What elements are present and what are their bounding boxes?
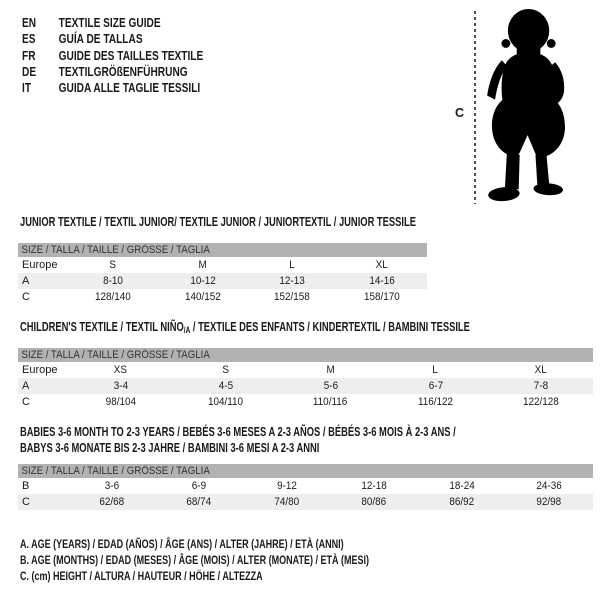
table-cell xyxy=(158,289,248,305)
table-row-age xyxy=(18,273,427,289)
language-line-it xyxy=(22,80,254,96)
table-row-height xyxy=(18,289,427,305)
size-header-bar xyxy=(18,348,593,362)
table-row-europe xyxy=(18,362,593,378)
cell-text: XS xyxy=(113,364,128,376)
table-cell xyxy=(383,378,488,394)
table-cell xyxy=(68,378,173,394)
table-cell xyxy=(278,362,383,378)
size-header-bar xyxy=(18,243,427,257)
table-cell xyxy=(331,478,419,494)
cell-text: 152/158 xyxy=(274,291,311,303)
table-cell xyxy=(488,378,593,394)
table-cell xyxy=(248,257,338,273)
cell-text: 92/98 xyxy=(536,496,562,508)
table-row-height xyxy=(18,394,593,410)
junior-table-title xyxy=(20,215,570,229)
height-dashed-line xyxy=(474,11,476,204)
cell-text: XL xyxy=(376,259,389,271)
cell-text: 3-6 xyxy=(104,480,119,492)
table-cell xyxy=(506,494,594,510)
language-code: DE xyxy=(22,63,37,79)
size-header-label: SIZE / TALLA / TAILLE / GRÖSSE / TAGLIA xyxy=(21,465,210,477)
language-line-text xyxy=(22,48,203,64)
cell-text: XL xyxy=(534,364,547,376)
table-cell xyxy=(337,289,427,305)
language-code: FR xyxy=(22,47,36,63)
language-line-fr xyxy=(22,48,254,64)
note-text: B. AGE (MONTHS) / EDAD (MESES) / ÂGE (MOIS) / ALTER (MONATE) / ETÀ (MESI) xyxy=(20,553,369,567)
table-cell xyxy=(337,257,427,273)
row-label: A xyxy=(22,275,30,287)
row-label: C xyxy=(22,496,30,508)
table-cell xyxy=(248,273,338,289)
cell-text: 8-10 xyxy=(102,275,123,287)
babies-title-line2 xyxy=(20,440,600,456)
cell-text: 3-4 xyxy=(113,380,128,392)
cell-text: S xyxy=(109,259,117,271)
note-text: C. (cm) HEIGHT / ALTURA / HAUTEUR / HÖHE / ALTEZZA xyxy=(20,569,263,583)
table-row-height xyxy=(18,494,593,510)
cell-text: 104/110 xyxy=(207,396,244,408)
cell-text: 122/128 xyxy=(522,396,559,408)
cell-text: 116/122 xyxy=(417,396,454,408)
cell-text: 14-16 xyxy=(369,275,395,287)
babies-table-title xyxy=(20,424,600,455)
table-cell xyxy=(383,394,488,410)
note-age-months xyxy=(20,552,485,568)
table-row-months xyxy=(18,478,593,494)
children-table-title xyxy=(20,320,600,334)
language-list xyxy=(22,15,254,96)
cell-text: 6-9 xyxy=(192,480,207,492)
babies-title-line1 xyxy=(20,424,600,440)
cell-text: 110/116 xyxy=(313,396,348,408)
cell-text: 140/152 xyxy=(184,291,221,303)
title-part: CHILDREN'S TEXTILE / TEXTIL NIÑO xyxy=(20,319,184,334)
cell-text: 5-6 xyxy=(323,380,338,392)
cell-text: 12-13 xyxy=(279,275,306,287)
language-line-text xyxy=(22,64,188,80)
babies-title-line2-text: BABYS 3-6 MONATE BIS 2-3 JAHRE / BAMBINI 3-6 MESI A 2-3 ANNI xyxy=(20,440,320,455)
table-cell xyxy=(248,289,338,305)
table-cell xyxy=(278,378,383,394)
table-cell xyxy=(488,362,593,378)
table-cell xyxy=(68,478,156,494)
cell-text: L xyxy=(432,364,439,376)
row-label: C xyxy=(22,291,30,303)
row-label: A xyxy=(22,380,30,392)
table-cell xyxy=(383,362,488,378)
language-line-en xyxy=(22,15,254,31)
table-cell xyxy=(158,273,248,289)
cell-text: L xyxy=(289,259,296,271)
title-part: / TEXTILE DES ENFANTS / KINDERTEXTIL / BAMBINI TESSILE xyxy=(190,319,470,334)
language-code: EN xyxy=(22,15,37,30)
babies-title-line1-text: BABIES 3-6 MONTH TO 2-3 YEARS / BEBÉS 3-6 MESES A 2-3 AÑOS / BÉBÉS 3-6 MOIS À 2-3 ANS / xyxy=(20,424,456,439)
cell-text: 98/104 xyxy=(105,396,136,408)
table-row-europe xyxy=(18,257,427,273)
cell-text: M xyxy=(198,259,207,271)
table-cell xyxy=(173,362,278,378)
cell-text: 74/80 xyxy=(274,496,300,508)
junior-table-title-text: JUNIOR TEXTILE / TEXTIL JUNIOR/ TEXTILE JUNIOR / JUNIORTEXTIL / JUNIOR TESSILE xyxy=(20,214,416,229)
cell-text: 80/86 xyxy=(361,496,387,508)
table-row-age xyxy=(18,378,593,394)
cell-text: 10-12 xyxy=(189,275,216,287)
cell-text: 9-12 xyxy=(276,480,297,492)
table-cell xyxy=(68,273,158,289)
language-line-es xyxy=(22,31,254,47)
language-label: TEXTILE SIZE GUIDE xyxy=(58,15,161,30)
language-line-text xyxy=(22,31,143,47)
cell-text: M xyxy=(326,364,335,376)
table-cell xyxy=(418,478,506,494)
language-code: ES xyxy=(22,31,36,47)
cell-text: 12-18 xyxy=(361,480,387,492)
row-label: Europe xyxy=(22,364,58,376)
row-label: C xyxy=(22,396,30,408)
table-cell xyxy=(158,257,248,273)
table-cell xyxy=(243,478,331,494)
junior-size-table xyxy=(18,243,427,305)
table-cell xyxy=(156,478,244,494)
size-header-label: SIZE / TALLA / TAILLE / GRÖSSE / TAGLIA xyxy=(21,349,210,361)
note-height-cm xyxy=(20,568,485,584)
table-cell xyxy=(337,273,427,289)
babies-size-table xyxy=(18,464,593,510)
table-cell xyxy=(68,362,173,378)
table-cell xyxy=(68,257,158,273)
cell-text: 24-36 xyxy=(536,480,562,492)
note-text: A. AGE (YEARS) / EDAD (AÑOS) / ÂGE (ANS) / ALTER (JAHRE) / ETÀ (ANNI) xyxy=(20,537,344,551)
table-cell xyxy=(173,378,278,394)
title-subscript: /A xyxy=(183,325,191,335)
table-cell xyxy=(68,494,156,510)
cell-text: 158/170 xyxy=(364,291,401,303)
legend-notes xyxy=(20,536,485,584)
height-measure-label: C xyxy=(455,106,465,120)
language-label: GUÍA DE TALLAS xyxy=(58,31,143,47)
table-cell xyxy=(173,394,278,410)
children-size-table xyxy=(18,348,593,410)
size-header-bar xyxy=(18,464,593,478)
size-header-label: SIZE / TALLA / TAILLE / GRÖSSE / TAGLIA xyxy=(21,244,210,256)
cell-text: 62/68 xyxy=(99,496,125,508)
cell-text: 7-8 xyxy=(533,380,548,392)
cell-text: S xyxy=(222,364,229,376)
cell-text: 4-5 xyxy=(218,380,233,392)
table-cell xyxy=(278,394,383,410)
children-table-title-text xyxy=(20,320,470,335)
table-cell xyxy=(243,494,331,510)
cell-text: 68/74 xyxy=(186,496,212,508)
table-cell xyxy=(488,394,593,410)
cell-text: 86/92 xyxy=(449,496,475,508)
language-label: GUIDA ALLE TAGLIE TESSILI xyxy=(58,80,201,96)
table-cell xyxy=(418,494,506,510)
table-cell xyxy=(68,394,173,410)
cell-text: 128/140 xyxy=(94,291,131,303)
language-line-text xyxy=(22,15,161,31)
row-label: B xyxy=(22,480,30,492)
cell-text: 6-7 xyxy=(428,380,443,392)
language-line-de xyxy=(22,64,254,80)
language-code: IT xyxy=(22,80,32,96)
baby-silhouette-icon xyxy=(487,9,576,206)
table-cell xyxy=(331,494,419,510)
cell-text: 18-24 xyxy=(449,480,475,492)
table-cell xyxy=(68,289,158,305)
table-cell xyxy=(506,478,594,494)
language-line-text xyxy=(22,80,200,96)
table-cell xyxy=(156,494,244,510)
note-age-years xyxy=(20,536,485,552)
language-label: GUIDE DES TAILLES TEXTILE xyxy=(58,47,204,63)
language-label: TEXTILGRÖßENFÜHRUNG xyxy=(58,63,188,79)
row-label: Europe xyxy=(22,259,58,271)
